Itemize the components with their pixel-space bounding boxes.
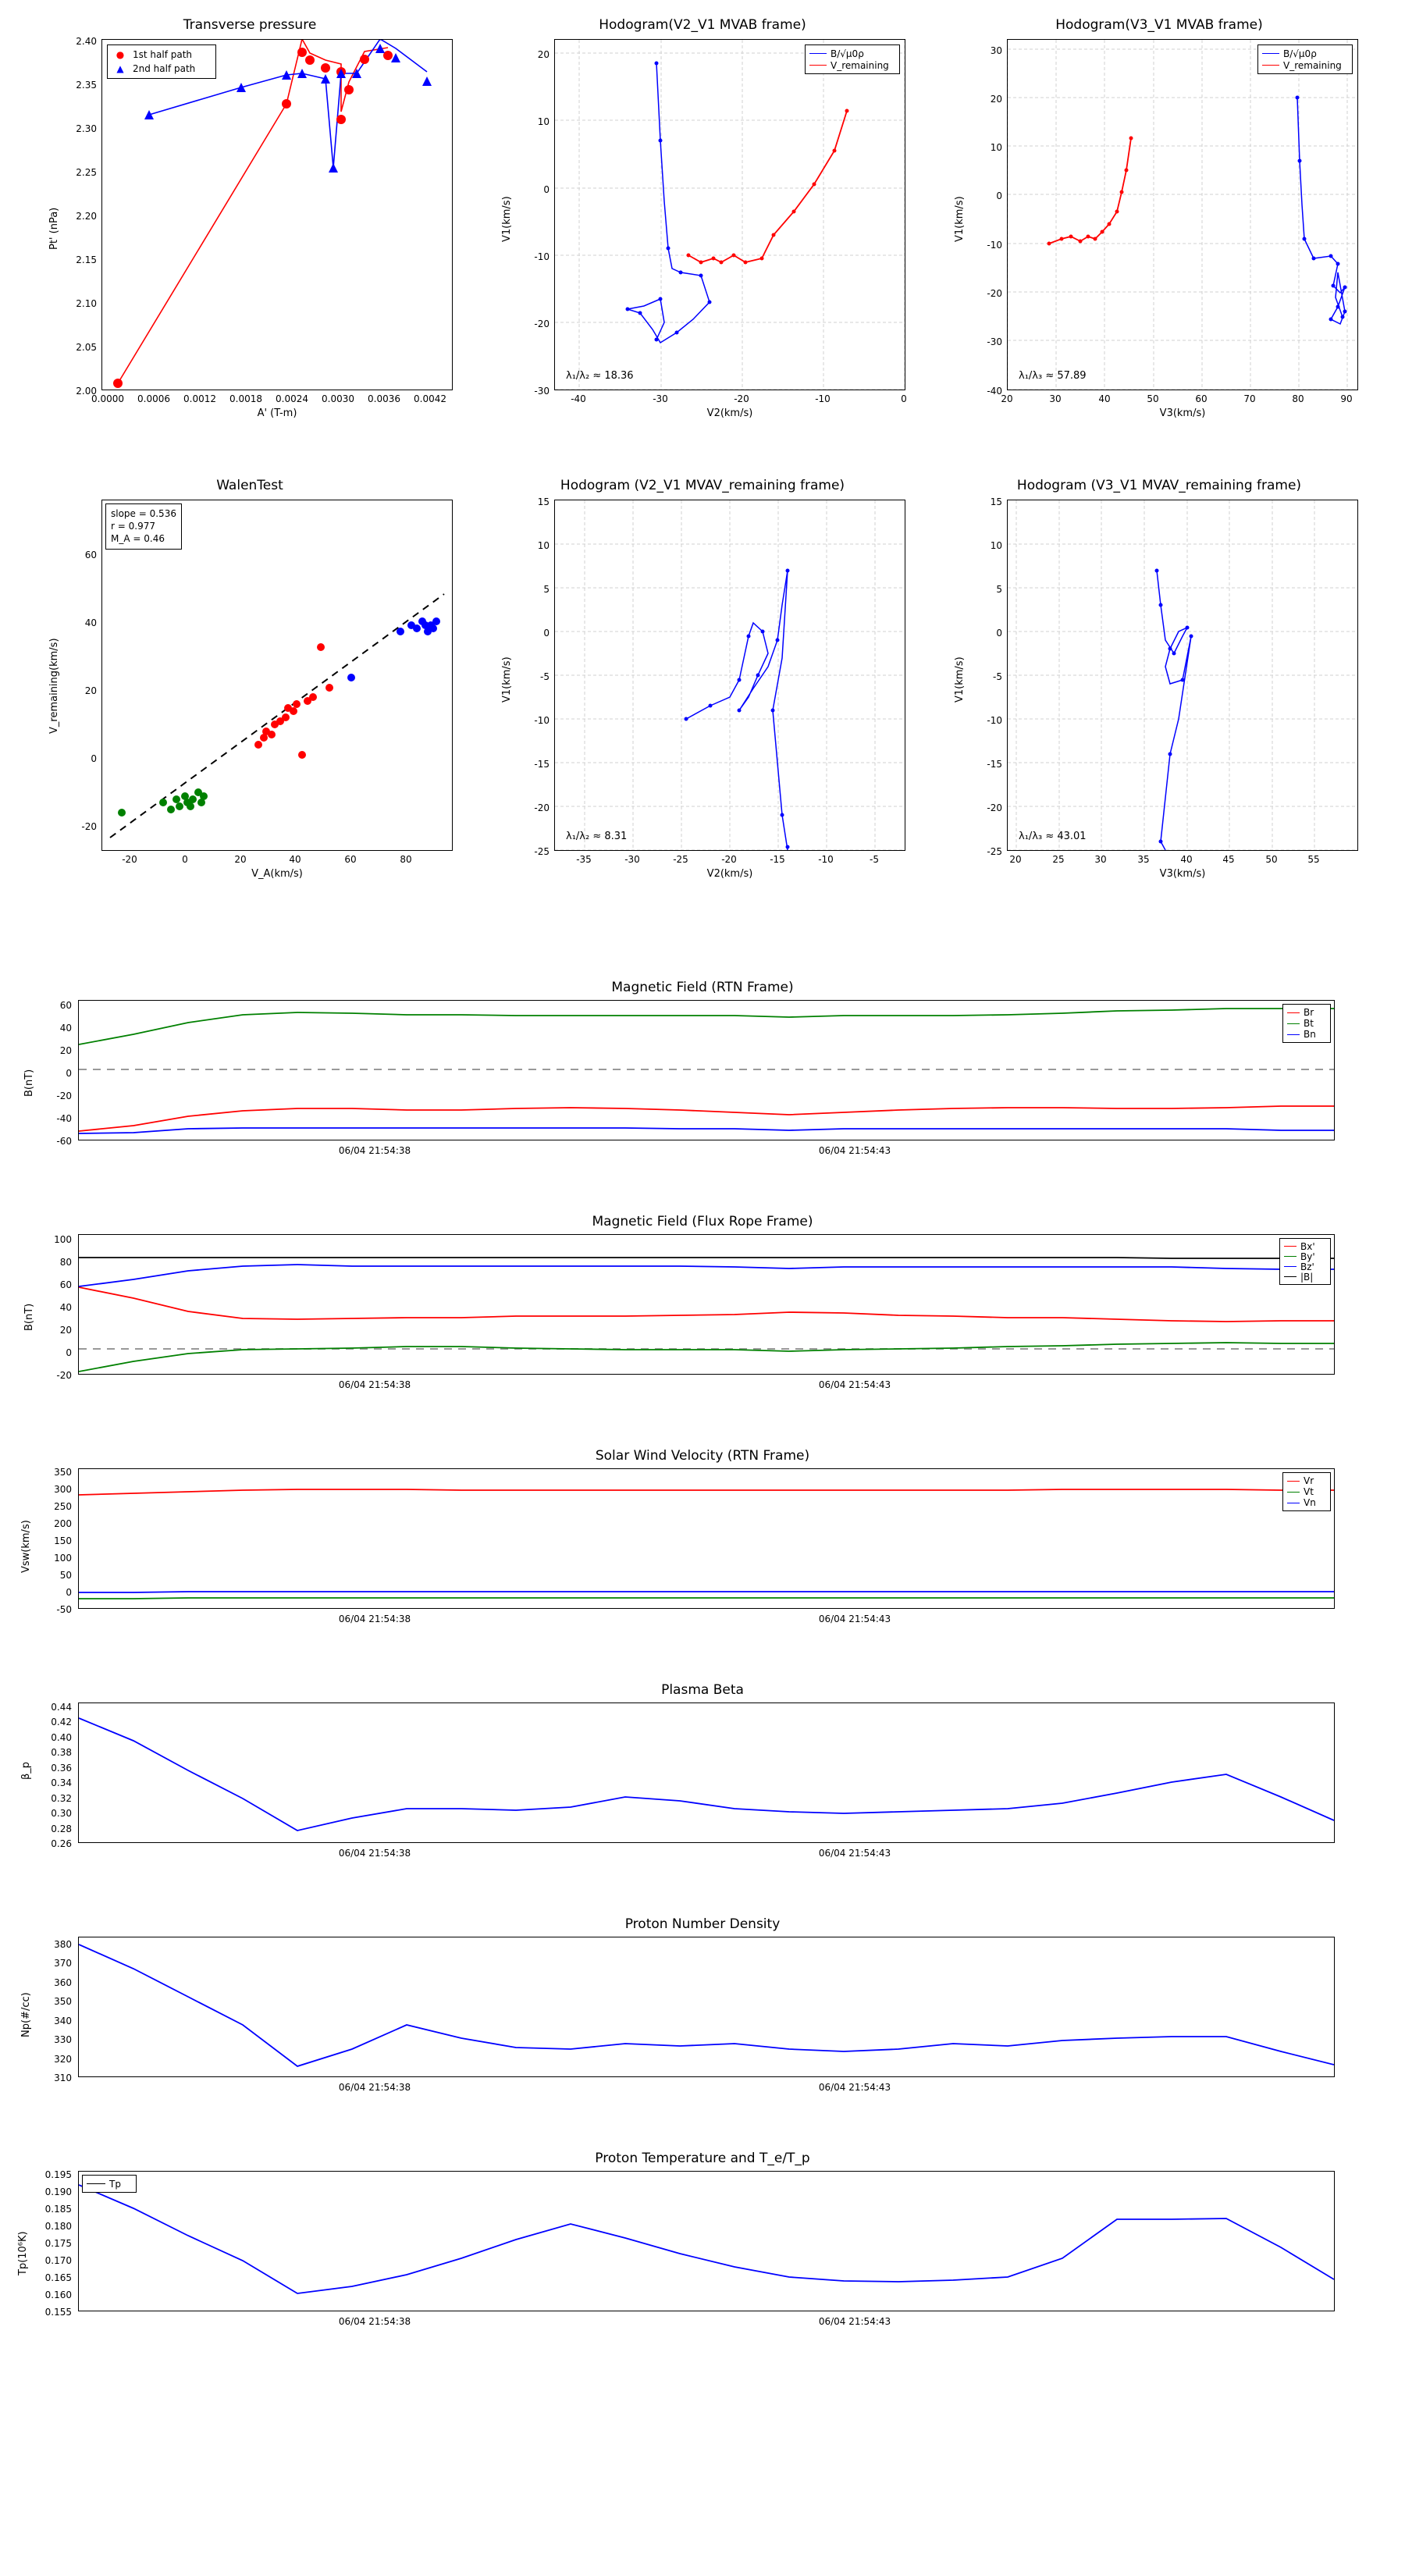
legend-label: V_remaining [831,59,889,71]
plot-svg [79,1001,1334,1140]
eigenvalue-ratio-annotation: λ₁/λ₃ ≈ 43.01 [1019,831,1087,842]
y-tick: 0.42 [51,1717,72,1727]
plot-svg [1008,500,1357,850]
x-tick: 06/04 21:54:43 [818,1379,891,1390]
y-tick: 320 [54,2054,72,2065]
x-tick: 20 [1001,393,1013,404]
x-tick: -20 [734,393,749,404]
legend-label: Bn [1304,1029,1316,1040]
x-tick: 06/04 21:54:38 [338,2316,411,2327]
panel-title: Magnetic Field (RTN Frame) [611,980,794,995]
y-tick: -50 [56,1604,72,1615]
y-tick: 10 [537,116,550,127]
y-axis-label: V_remaining(km/s) [48,638,60,734]
x-tick: 55 [1307,854,1320,865]
y-tick: 2.10 [76,298,97,309]
x-tick: 06/04 21:54:38 [338,1848,411,1859]
plot-svg [79,1235,1334,1374]
x-tick: 70 [1243,393,1256,404]
y-tick: 360 [54,1977,72,1988]
legend-label: 2nd half path [133,63,196,74]
legend [1282,1004,1331,1043]
y-tick: 40 [84,617,97,628]
y-axis-label: B(nT) [23,1069,35,1097]
panel-title: Hodogram (V2_V1 MVAV_remaining frame) [560,478,845,493]
y-tick: -10 [534,715,550,726]
plot-area [78,1000,1335,1140]
plot-svg [79,1469,1334,1608]
y-tick: 5 [996,584,1002,595]
plot-svg [102,40,452,390]
y-tick: 20 [537,49,550,60]
y-tick: 350 [54,1467,72,1478]
y-tick: 0.155 [44,2307,72,2318]
panel-hodogram-v3v1-mvab [937,8,1382,422]
y-tick: 20 [990,94,1002,105]
legend-label: Bt [1304,1018,1314,1029]
y-tick: 0.44 [51,1702,72,1713]
y-tick: 0.170 [44,2255,72,2266]
plot-svg [555,40,905,390]
panel-solar-wind-velocity-rtn [0,1448,1405,1651]
y-axis-label: V1(km/s) [954,196,966,242]
x-tick: 06/04 21:54:38 [338,2082,411,2093]
y-tick: 0 [996,628,1002,639]
plot-area [1007,39,1358,390]
y-tick: 5 [543,584,550,595]
y-tick: 2.20 [76,211,97,222]
legend [82,2175,137,2193]
panel-hodogram-v3v1-mvav [937,468,1382,882]
y-tick: 2.15 [76,254,97,265]
x-tick: 0 [901,393,907,404]
y-tick: 0.175 [44,2238,72,2249]
y-tick: 40 [59,1302,72,1313]
y-tick: 0.26 [51,1838,72,1849]
x-tick: 45 [1222,854,1235,865]
y-tick: -20 [56,1091,72,1101]
legend [1282,1472,1331,1511]
y-tick: 0.28 [51,1823,72,1834]
eigenvalue-ratio-annotation: λ₁/λ₃ ≈ 57.89 [1019,370,1087,382]
plot-area [78,1703,1335,1843]
x-tick: 60 [1195,393,1208,404]
y-tick: -20 [534,802,550,813]
x-tick: 0.0036 [368,393,400,404]
y-tick: 0.40 [51,1732,72,1743]
plot-area [78,1937,1335,2077]
y-tick: 10 [990,142,1002,153]
y-tick: 200 [54,1518,72,1529]
y-tick: 15 [990,496,1002,507]
x-tick: -30 [624,854,640,865]
x-axis-label: V3(km/s) [1159,868,1206,880]
x-axis-label: A' (T-m) [257,407,297,419]
x-tick: 0.0000 [91,393,124,404]
y-tick: 60 [59,1279,72,1290]
panel-title: Hodogram(V2_V1 MVAB frame) [599,17,806,33]
legend [1279,1238,1331,1285]
y-tick: 30 [990,45,1002,56]
y-axis-label: B(nT) [23,1303,35,1331]
y-tick: 0 [996,190,1002,201]
x-tick: 20 [234,854,247,865]
panel-hodogram-v2v1-mvav [484,468,921,882]
y-axis-label: Pt' (nPa) [48,207,60,250]
walen-r: r = 0.977 [111,521,155,532]
y-tick: -20 [987,802,1002,813]
y-tick: -25 [534,846,550,857]
x-tick: 0.0012 [183,393,216,404]
y-tick: 0 [91,753,97,764]
panel-title: Transverse pressure [183,17,317,33]
y-tick: 0 [66,1068,72,1079]
panel-title: Hodogram (V3_V1 MVAV_remaining frame) [1016,478,1302,493]
plot-svg [79,1703,1334,1842]
y-tick: -15 [534,759,550,770]
plot-svg [555,500,905,850]
y-tick: 2.35 [76,80,97,91]
y-tick: 20 [59,1045,72,1056]
legend-label: V_remaining [1283,59,1342,71]
eigenvalue-ratio-annotation: λ₁/λ₂ ≈ 18.36 [566,370,634,382]
y-tick: 340 [54,2016,72,2026]
panel-walen-test [31,468,468,882]
x-tick: -5 [870,854,879,865]
panel-title: Proton Number Density [624,1916,781,1932]
y-tick: 0.160 [44,2290,72,2300]
panel-title: WalenTest [216,478,283,493]
y-tick: 330 [54,2034,72,2045]
legend-label: B/√μ0ρ [831,48,864,59]
y-tick: 40 [59,1023,72,1034]
x-tick: 06/04 21:54:43 [818,1614,891,1624]
x-tick: 06/04 21:54:43 [818,2316,891,2327]
x-tick: -40 [571,393,586,404]
y-tick: -10 [987,240,1002,251]
y-tick: 0 [66,1347,72,1358]
y-tick: 350 [54,1996,72,2007]
plot-area [101,39,453,390]
y-tick: -30 [987,336,1002,347]
x-tick: 20 [1009,854,1022,865]
x-tick: 06/04 21:54:43 [818,2082,891,2093]
y-tick: 0.34 [51,1777,72,1788]
y-tick: 15 [537,496,550,507]
x-tick: 0.0042 [414,393,446,404]
y-tick: 10 [537,540,550,551]
panel-proton-number-density [0,1916,1405,2119]
y-tick: 2.30 [76,123,97,134]
x-tick: 0.0006 [137,393,170,404]
walen-slope: slope = 0.536 [111,508,176,519]
y-axis-label: V1(km/s) [501,656,513,703]
legend-marker-triangle-icon: ▲ [116,63,124,74]
y-tick: 2.40 [76,36,97,47]
panel-magnetic-field-rtn [0,980,1405,1183]
legend [107,44,216,79]
y-tick: 0.185 [44,2204,72,2215]
y-tick: 20 [84,685,97,696]
y-tick: 310 [54,2073,72,2083]
y-tick: 0.30 [51,1808,72,1819]
x-tick: 40 [1180,854,1193,865]
plot-area [78,1234,1335,1375]
x-axis-label: V3(km/s) [1159,407,1206,419]
panel-title: Hodogram(V3_V1 MVAB frame) [1055,17,1263,33]
panel-proton-temperature [0,2151,1405,2369]
x-tick: -20 [122,854,137,865]
legend-label: Bz' [1300,1261,1314,1272]
plot-area [1007,500,1358,851]
x-axis-label: V2(km/s) [706,868,753,880]
y-tick: 0.195 [44,2169,72,2180]
x-tick: 50 [1265,854,1278,865]
y-tick: -20 [987,288,1002,299]
eigenvalue-ratio-annotation: λ₁/λ₂ ≈ 8.31 [566,831,628,842]
y-tick: 100 [54,1234,72,1245]
panel-title: Proton Temperature and T_e/T_p [595,2151,810,2166]
plot-svg [79,2172,1334,2311]
panel-magnetic-field-flux-rope [0,1214,1405,1417]
y-tick: -10 [987,715,1002,726]
legend [1257,44,1353,74]
x-tick: 0.0024 [276,393,308,404]
y-tick: 0 [543,184,550,195]
plot-svg [1008,40,1357,390]
y-tick: -5 [993,671,1002,682]
x-tick: 0 [182,854,188,865]
panel-plasma-beta [0,1682,1405,1885]
legend-label: B/√μ0ρ [1283,48,1317,59]
legend-label: Vt [1304,1486,1314,1497]
y-axis-label: V1(km/s) [501,196,513,242]
y-tick: -20 [81,821,97,832]
y-tick: 0 [543,628,550,639]
x-axis-label: V2(km/s) [706,407,753,419]
legend-label: Tp [109,2178,121,2190]
plot-svg [79,1937,1334,2076]
x-tick: -15 [770,854,785,865]
y-tick: -10 [534,251,550,262]
y-tick: 150 [54,1535,72,1546]
legend-label: 1st half path [133,49,193,60]
x-tick: 80 [400,854,412,865]
y-tick: -60 [56,1136,72,1147]
x-tick: -10 [818,854,834,865]
x-tick: 50 [1147,393,1159,404]
y-tick: 380 [54,1939,72,1950]
y-tick: -20 [534,318,550,329]
y-axis-label: β_p [20,1761,32,1780]
x-tick: 30 [1094,854,1107,865]
y-tick: -15 [987,759,1002,770]
x-tick: 0.0030 [322,393,354,404]
y-tick: 0.38 [51,1747,72,1758]
x-tick: 60 [344,854,357,865]
x-tick: 06/04 21:54:43 [818,1848,891,1859]
legend-label: |B| [1300,1271,1314,1283]
panel-transverse-pressure [31,8,468,422]
x-tick: 06/04 21:54:38 [338,1145,411,1156]
legend-label: Br [1304,1007,1314,1018]
y-tick: 2.25 [76,167,97,178]
y-tick: -40 [56,1113,72,1124]
y-tick: 100 [54,1553,72,1564]
x-tick: 25 [1052,854,1065,865]
legend [805,44,900,74]
x-tick: 0.0018 [229,393,262,404]
y-tick: 0.180 [44,2221,72,2232]
x-tick: -35 [576,854,592,865]
plot-area [78,1468,1335,1609]
x-tick: -10 [815,393,831,404]
y-tick: 60 [59,1000,72,1011]
walen-ma: M_A = 0.46 [111,533,165,545]
y-tick: 370 [54,1958,72,1969]
x-tick: -20 [721,854,737,865]
x-axis-label: V_A(km/s) [251,868,303,880]
panel-title: Solar Wind Velocity (RTN Frame) [595,1448,810,1464]
legend-label: Vr [1304,1475,1314,1486]
y-tick: 250 [54,1501,72,1512]
panel-hodogram-v2v1-mvab [484,8,921,422]
y-tick: 20 [59,1325,72,1336]
legend-label: By' [1300,1251,1315,1262]
plot-area [101,500,453,851]
y-axis-label: Tp(10⁶K) [17,2231,29,2275]
y-tick: 300 [54,1484,72,1495]
y-axis-label: Np(#/cc) [20,1992,32,2037]
y-tick: 60 [84,550,97,560]
y-tick: 2.00 [76,386,97,397]
y-tick: 0 [66,1587,72,1598]
legend-marker-circle-icon: ● [116,49,125,60]
y-tick: -5 [540,671,550,682]
legend-label: Bx' [1300,1240,1315,1252]
y-tick: -40 [987,386,1002,397]
y-axis-label: V1(km/s) [954,656,966,703]
y-tick: 0.32 [51,1793,72,1804]
y-tick: -20 [56,1370,72,1381]
x-tick: 40 [1098,393,1111,404]
y-tick: 0.165 [44,2272,72,2283]
walen-stats-box [105,503,182,550]
x-tick: -25 [673,854,688,865]
x-tick: 06/04 21:54:38 [338,1379,411,1390]
x-tick: 90 [1340,393,1353,404]
plot-area [554,500,905,851]
plot-area [554,39,905,390]
panel-title: Magnetic Field (Flux Rope Frame) [592,1214,813,1229]
y-tick: -25 [987,846,1002,857]
legend-label: Vn [1304,1497,1316,1508]
y-tick: 0.36 [51,1763,72,1774]
plot-area [78,2171,1335,2311]
x-tick: 06/04 21:54:38 [338,1614,411,1624]
y-tick: 50 [59,1570,72,1581]
y-tick: 2.05 [76,342,97,353]
x-tick: 06/04 21:54:43 [818,1145,891,1156]
y-tick: 0.190 [44,2186,72,2197]
x-tick: 80 [1292,393,1304,404]
y-tick: 10 [990,540,1002,551]
plot-svg [102,500,452,850]
x-tick: 30 [1049,393,1062,404]
x-tick: -30 [653,393,668,404]
x-tick: 40 [289,854,301,865]
x-tick: 35 [1137,854,1150,865]
panel-title: Plasma Beta [661,1682,744,1698]
y-tick: 80 [59,1257,72,1268]
y-tick: -30 [534,386,550,397]
y-axis-label: Vsw(km/s) [20,1520,32,1573]
